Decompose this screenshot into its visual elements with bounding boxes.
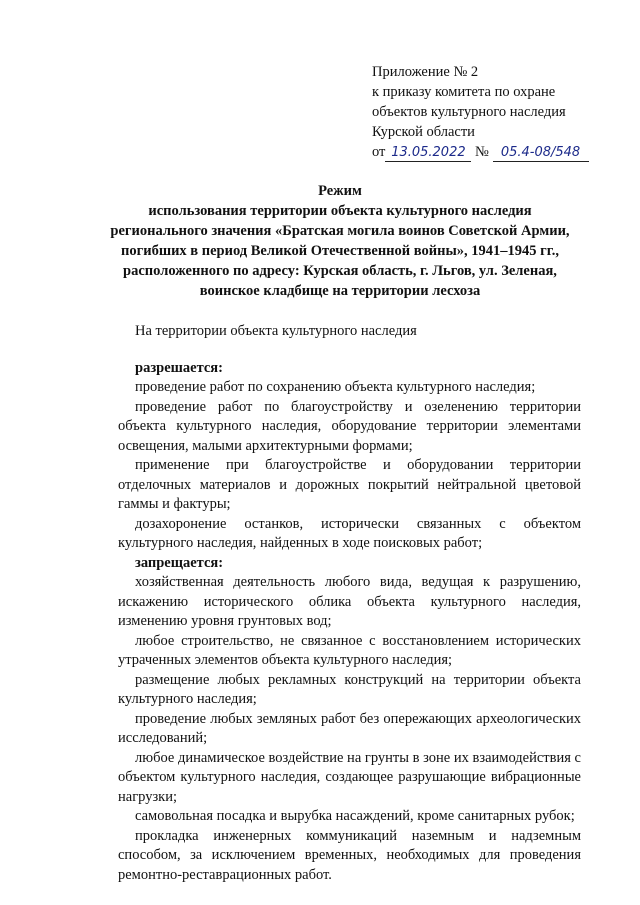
document-title [90,181,590,301]
appendix-line-4: Курской области [372,124,475,140]
title-line-6: воинское кладбище на территории лесхоза [199,283,481,299]
number-label: № [475,144,489,160]
forbidden-item: любое динамическое воздействие на грунты в зоне их взаимодействия с объектом культурного наследия, создающее разрушающие вибрационные нагрузки; [118,749,581,805]
title-line-3: регионального значения «Братская могила воинов Советской Армии, [110,223,570,239]
document-body [118,322,581,885]
title-line-2: использования территории объекта культурного наследия [148,203,532,219]
intro-paragraph: На территории объекта культурного наследия [135,323,417,339]
order-number: 05.4-08/548 [493,145,589,162]
allowed-item: применение при благоустройстве и оборудовании территории отделочных материалов и дорожных покрытий нейтральной цветовой гаммы и фактуры; [118,457,581,512]
forbidden-item: проведение любых земляных работ без опережающих археологических исследований; [118,710,581,746]
appendix-line-1: Приложение № 2 [372,64,479,80]
allowed-item: проведение работ по благоустройству и озеленению территории объекта культурного наследия, оборудование территории элементами освещения, малыми архитектурными формами; [118,398,581,454]
from-label: от [372,144,386,160]
appendix-line-2: к приказу комитета по охране [372,84,556,100]
forbidden-item: самовольная посадка и вырубка насаждений, кроме санитарных рубок; [135,808,575,824]
order-reference [372,142,589,162]
appendix-line-3: объектов культурного наследия [372,104,566,120]
allowed-heading: разрешается: [135,359,223,376]
title-line-4: погибших в период Великой Отечественной войны», 1941–1945 гг., [121,243,559,259]
title-line-1: Режим [318,183,362,199]
forbidden-item: хозяйственная деятельность любого вида, ведущая к разрушению, искажению исторического облика объекта культурного наследия, изменению уровня грунтовых вод; [118,574,581,629]
allowed-item: проведение работ по сохранению объекта культурного наследия; [135,379,536,395]
forbidden-item: прокладка инженерных коммуникаций наземным и надземным способом, за исключением временных, необходимых для проведения ремонтно-реставрационных работ. [118,827,581,883]
forbidden-item: размещение любых рекламных конструкций на территории объекта культурного наследия; [118,671,581,707]
appendix-header [372,62,589,162]
forbidden-item: любое строительство, не связанное с восстановлением исторических утраченных элементов объекта культурного наследия; [118,632,581,668]
title-line-5: расположенного по адресу: Курская область, г. Льгов, ул. Зеленая, [123,263,557,279]
forbidden-heading: запрещается: [135,554,224,571]
order-date: 13.05.2022 [385,145,471,162]
allowed-item: дозахоронение останков, исторически связанных с объектом культурного наследия, найденных в ходе поисковых работ; [118,515,581,551]
